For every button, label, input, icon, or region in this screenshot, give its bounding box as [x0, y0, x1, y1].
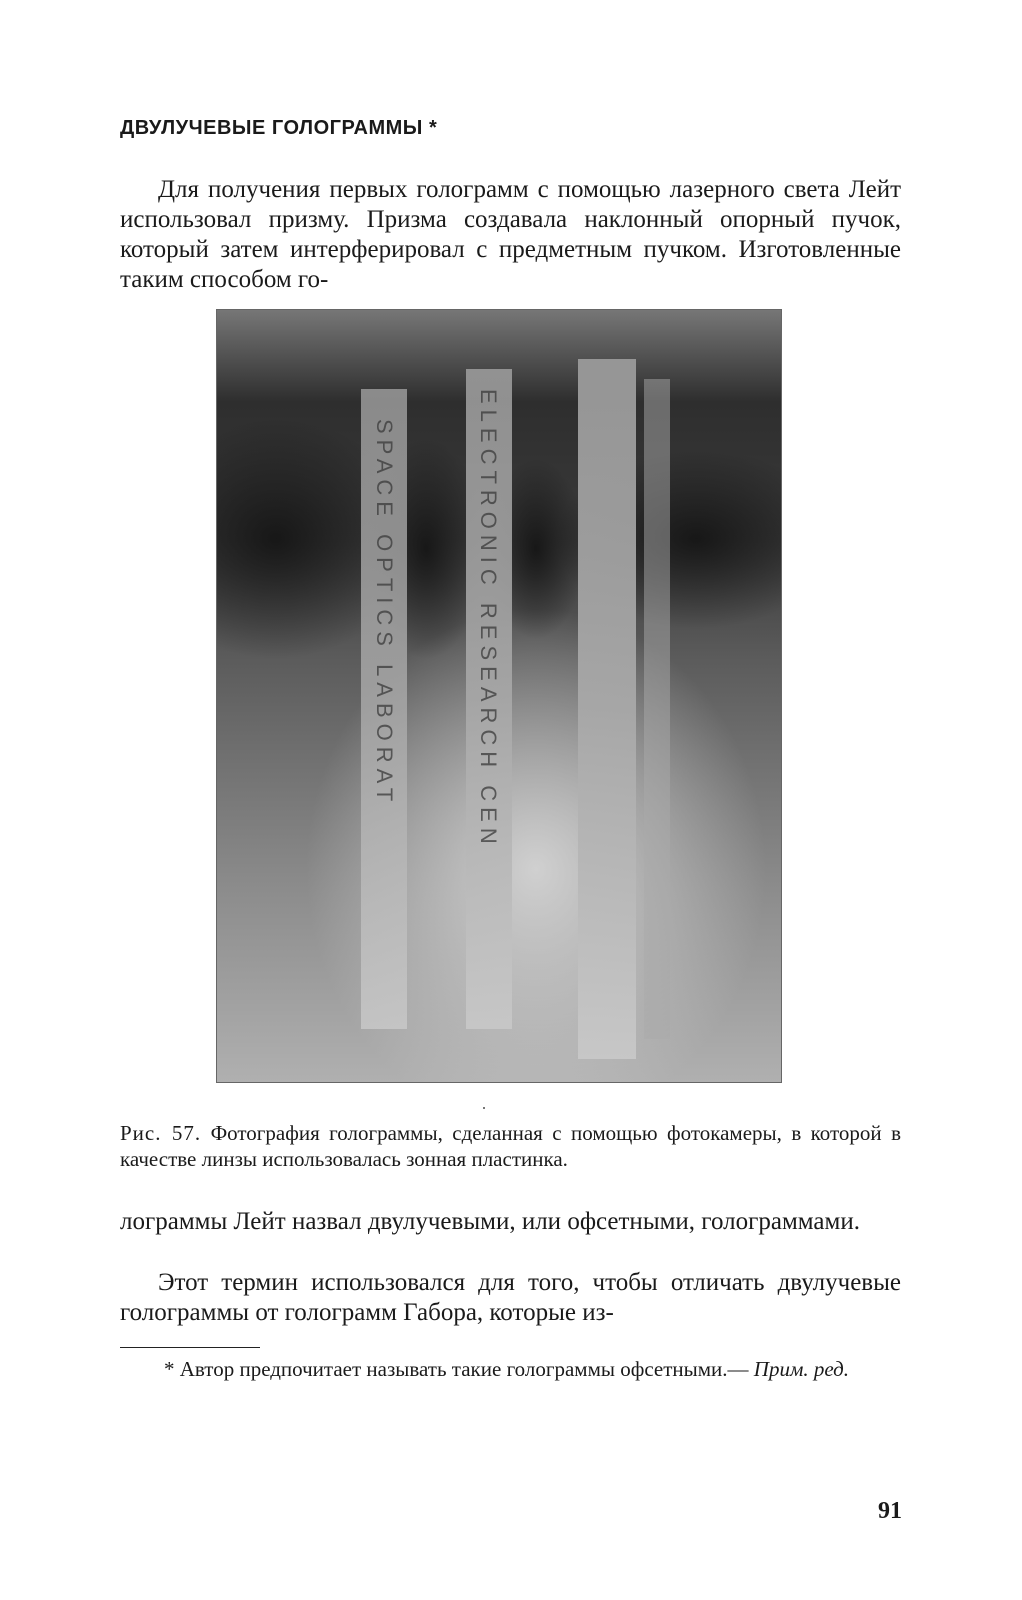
paragraph-3: Этот термин использовался для того, чтобы отличать двулучевые голограммы от голограмм Габора, которые из-: [120, 1269, 901, 1326]
column-text-1: SPACE OPTICS LABORAT: [372, 419, 397, 808]
section-heading: ДВУЛУЧЕВЫЕ ГОЛОГРАММЫ *: [120, 117, 438, 139]
footnote-text: * Автор предпочитает называть такие голограммы офсетными.—: [164, 1357, 749, 1381]
column-text-2: ELECTRONIC RESEARCH CEN: [476, 389, 501, 850]
footnote: [120, 1356, 901, 1382]
footnote-editor-note: Прим. ред.: [753, 1357, 850, 1381]
caption-label: Рис. 57.: [120, 1121, 202, 1145]
caption-text: Фотография голограммы, сделанная с помощью фотокамеры, в которой в качестве линзы использовалась зонная пластинка.: [120, 1121, 901, 1171]
paragraph-2: лограммы Лейт назвал двулучевыми, или офсетными, голограммами.: [120, 1208, 860, 1235]
hologram-image: [216, 309, 782, 1083]
footnote-divider: [120, 1347, 260, 1348]
figure-caption: [120, 1120, 901, 1172]
page-number: 91: [878, 1498, 902, 1524]
paragraph-1: Для получения первых голограмм с помощью лазерного света Лейт использовал призму. Призма создавала наклонный опорный пучок, который затем интерферировал с предметным пучком. Изготовленные таким способом го-: [120, 176, 901, 293]
print-speck: [483, 1107, 485, 1109]
hologram-photo: [216, 309, 782, 1083]
